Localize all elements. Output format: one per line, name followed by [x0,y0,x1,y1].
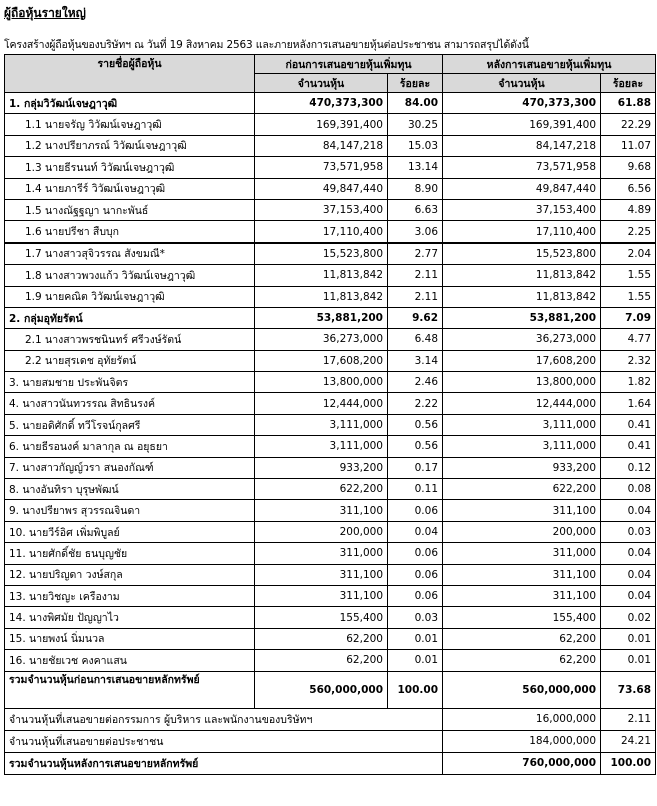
total-before-percent: 100.00 [388,671,443,708]
before-shares: 3,111,000 [255,414,388,435]
before-shares: 11,813,842 [255,286,388,307]
before-percent: 13.14 [388,157,443,178]
table-header [5,55,656,93]
after-shares: 155,400 [443,607,601,628]
after-percent: 0.04 [601,564,656,585]
before-percent: 0.06 [388,543,443,564]
after-percent: 0.41 [601,436,656,457]
after-shares: 49,847,440 [443,178,601,199]
intro-text: โครงสร้างผู้ถือหุ้นของบริษัทฯ ณ วันที่ 19 สิงหาคม 2563 และภายหลังการเสนอขายหุ้นต่อประชาชน สามารถสรุปได้ดังนี้ [4,39,529,51]
before-shares: 200,000 [255,521,388,542]
total-after-row [5,752,656,774]
page-title: ผู้ถือหุ้นรายใหญ่ [4,6,86,20]
before-shares: 311,100 [255,500,388,521]
before-percent: 2.22 [388,393,443,414]
table-row [5,457,656,478]
header-after-shares: จำนวนหุ้น [443,74,601,93]
after-percent: 0.04 [601,500,656,521]
after-shares: 15,523,800 [443,243,601,265]
before-shares: 169,391,400 [255,114,388,135]
after-percent: 22.29 [601,114,656,135]
before-percent: 0.06 [388,585,443,606]
before-shares: 12,444,000 [255,393,388,414]
total-before-row [5,671,656,708]
shareholder-name: 1.7 นางสาวสุจิวรรณ สังขมณี* [5,243,255,265]
total-before-after-percent: 73.68 [601,671,656,708]
before-shares: 37,153,400 [255,199,388,220]
table-row [5,585,656,606]
before-percent: 2.46 [388,372,443,393]
header-before-percent: ร้อยละ [388,74,443,93]
before-shares: 470,373,300 [255,93,388,114]
after-shares: 11,813,842 [443,265,601,286]
after-shares: 13,800,000 [443,372,601,393]
after-shares: 12,444,000 [443,393,601,414]
before-shares: 62,200 [255,650,388,671]
after-shares: 169,391,400 [443,114,601,135]
before-shares: 17,608,200 [255,350,388,371]
shareholder-name: 1. กลุ่มวิวัฒน์เจษฎาวุฒิ [5,93,255,114]
note-employees-label: จำนวนหุ้นที่เสนอขายต่อกรรมการ ผู้บริหาร และพนักงานของบริษัทฯ [5,708,443,730]
after-percent: 0.12 [601,457,656,478]
header-after: หลังการเสนอขายหุ้นเพิ่มทุน [443,55,656,74]
before-shares: 933,200 [255,457,388,478]
total-after-label: รวมจำนวนหุ้นหลังการเสนอขายหลักทรัพย์ [5,752,443,774]
before-percent: 0.11 [388,479,443,500]
after-percent: 1.64 [601,393,656,414]
table-row [5,650,656,671]
table-row [5,243,656,265]
table-row [5,135,656,156]
table-row [5,564,656,585]
before-percent: 0.04 [388,521,443,542]
table-row [5,157,656,178]
after-shares: 62,200 [443,650,601,671]
after-shares: 84,147,218 [443,135,601,156]
before-percent: 2.11 [388,265,443,286]
table-row [5,178,656,199]
before-percent: 0.56 [388,436,443,457]
before-percent: 3.06 [388,221,443,243]
shareholder-name: 1.1 นายจรัญ วิวัฒน์เจษฎาวุฒิ [5,114,255,135]
total-before-label: รวมจำนวนหุ้นก่อนการเสนอขายหลักทรัพย์ [5,671,255,708]
after-percent: 9.68 [601,157,656,178]
after-shares: 37,153,400 [443,199,601,220]
table-footer [5,671,656,774]
after-shares: 933,200 [443,457,601,478]
shareholder-name: 13. นายวิชญะ เครืองาม [5,585,255,606]
after-percent: 1.55 [601,286,656,307]
after-shares: 311,100 [443,585,601,606]
before-percent: 0.03 [388,607,443,628]
total-after-shares: 760,000,000 [443,752,601,774]
before-percent: 84.00 [388,93,443,114]
after-shares: 3,111,000 [443,414,601,435]
before-shares: 84,147,218 [255,135,388,156]
shareholder-name: 6. นายธีรอนงค์ มาลากุล ณ อยุธยา [5,436,255,457]
before-percent: 0.06 [388,564,443,585]
after-percent: 4.77 [601,329,656,350]
table-row [5,199,656,220]
before-percent: 3.14 [388,350,443,371]
before-percent: 0.01 [388,650,443,671]
after-percent: 1.82 [601,372,656,393]
note-row-employees [5,708,656,730]
table-row [5,114,656,135]
shareholder-name: 7. นางสาวกัญญ์วรา สนองกัณฑ์ [5,457,255,478]
shareholder-name: 12. นายปริญดา วงษ์สกุล [5,564,255,585]
shareholder-name: 8. นางอันทิรา บุรุษพัฒน์ [5,479,255,500]
after-percent: 0.04 [601,585,656,606]
note-employees-shares: 16,000,000 [443,708,601,730]
after-shares: 73,571,958 [443,157,601,178]
shareholder-name: 15. นายพงน์ นิ่มนวล [5,628,255,649]
table-row [5,221,656,243]
table-row [5,543,656,564]
after-shares: 311,000 [443,543,601,564]
shareholder-name: 16. นายชัยเวช คงคาแสน [5,650,255,671]
after-shares: 311,100 [443,500,601,521]
after-percent: 6.56 [601,178,656,199]
before-percent: 0.06 [388,500,443,521]
before-shares: 3,111,000 [255,436,388,457]
after-percent: 1.55 [601,265,656,286]
after-percent: 0.08 [601,479,656,500]
note-employees-percent: 2.11 [601,708,656,730]
shareholder-name: 3. นายสมชาย ประพันจิตร [5,372,255,393]
before-shares: 155,400 [255,607,388,628]
shareholder-name: 4. นางสาวนันทวรรณ สิทธินรงค์ [5,393,255,414]
shareholder-name: 9. นางปรียาพร สุวรรณจินดา [5,500,255,521]
after-percent: 4.89 [601,199,656,220]
before-shares: 17,110,400 [255,221,388,243]
after-shares: 311,100 [443,564,601,585]
table-row [5,372,656,393]
after-percent: 7.09 [601,307,656,328]
shareholder-name: 1.3 นายธีรนนท์ วิวัฒน์เจษฎาวุฒิ [5,157,255,178]
before-percent: 0.17 [388,457,443,478]
before-shares: 11,813,842 [255,265,388,286]
shareholder-name: 1.4 นายภารีร์ วิวัฒน์เจษฎาวุฒิ [5,178,255,199]
note-public-percent: 24.21 [601,730,656,752]
table-row [5,350,656,371]
before-shares: 311,100 [255,585,388,606]
before-percent: 6.48 [388,329,443,350]
table-row [5,521,656,542]
shareholder-name: 10. นายวีร์อิศ เพิ่มพิบูลย์ [5,521,255,542]
before-percent: 15.03 [388,135,443,156]
header-name: รายชื่อผู้ถือหุ้น [5,55,255,93]
before-percent: 6.63 [388,199,443,220]
after-shares: 17,608,200 [443,350,601,371]
before-percent: 0.01 [388,628,443,649]
after-percent: 0.03 [601,521,656,542]
shareholder-name: 2.1 นางสาวพรชนินทร์ ศรีวงษ์รัตน์ [5,329,255,350]
before-percent: 8.90 [388,178,443,199]
before-shares: 36,273,000 [255,329,388,350]
header-before-shares: จำนวนหุ้น [255,74,388,93]
after-shares: 62,200 [443,628,601,649]
before-shares: 311,100 [255,564,388,585]
after-shares: 470,373,300 [443,93,601,114]
shareholder-name: 1.2 นางปรียาภรณ์ วิวัฒน์เจษฎาวุฒิ [5,135,255,156]
before-percent: 0.56 [388,414,443,435]
before-shares: 49,847,440 [255,178,388,199]
table-row [5,414,656,435]
table-row [5,265,656,286]
after-percent: 0.01 [601,628,656,649]
after-shares: 622,200 [443,479,601,500]
before-shares: 62,200 [255,628,388,649]
table-row [5,500,656,521]
shareholder-name: 1.9 นายคณิต วิวัฒน์เจษฎาวุฒิ [5,286,255,307]
before-percent: 2.77 [388,243,443,265]
shareholder-name: 1.5 นางณัฐฐญา นากะพันธ์ [5,199,255,220]
shareholder-name: 1.8 นางสาวพวงแก้ว วิวัฒน์เจษฎาวุฒิ [5,265,255,286]
table-row [5,393,656,414]
after-shares: 53,881,200 [443,307,601,328]
table-row [5,628,656,649]
table-row [5,307,656,328]
after-shares: 36,273,000 [443,329,601,350]
shareholder-name: 5. นายอดิศักดิ์ ทวีโรจน์กุลศรี [5,414,255,435]
shareholder-name: 11. นายศักดิ์ชัย ธนบุญชัย [5,543,255,564]
shareholder-name: 1.6 นายปรีชา สืบบุก [5,221,255,243]
after-percent: 0.41 [601,414,656,435]
before-percent: 9.62 [388,307,443,328]
after-shares: 200,000 [443,521,601,542]
before-shares: 311,000 [255,543,388,564]
total-after-percent: 100.00 [601,752,656,774]
after-percent: 0.01 [601,650,656,671]
shareholder-table [4,54,656,775]
shareholder-name: 2.2 นายสุรเดช อุทัยรัตน์ [5,350,255,371]
table-row [5,479,656,500]
after-percent: 0.02 [601,607,656,628]
after-shares: 3,111,000 [443,436,601,457]
after-percent: 11.07 [601,135,656,156]
after-percent: 2.04 [601,243,656,265]
before-shares: 15,523,800 [255,243,388,265]
note-public-shares: 184,000,000 [443,730,601,752]
total-before-after-shares: 560,000,000 [443,671,601,708]
header-before: ก่อนการเสนอขายหุ้นเพิ่มทุน [255,55,443,74]
after-percent: 2.32 [601,350,656,371]
before-shares: 13,800,000 [255,372,388,393]
table-row [5,329,656,350]
header-after-percent: ร้อยละ [601,74,656,93]
before-shares: 53,881,200 [255,307,388,328]
shareholder-name: 14. นางพิศมัย ปัญญาไว [5,607,255,628]
before-percent: 30.25 [388,114,443,135]
table-row [5,93,656,114]
table-row [5,286,656,307]
before-percent: 2.11 [388,286,443,307]
total-before-shares: 560,000,000 [255,671,388,708]
table-row [5,607,656,628]
after-percent: 61.88 [601,93,656,114]
note-row-public [5,730,656,752]
after-percent: 0.04 [601,543,656,564]
before-shares: 622,200 [255,479,388,500]
note-public-label: จำนวนหุ้นที่เสนอขายต่อประชาชน [5,730,443,752]
after-shares: 11,813,842 [443,286,601,307]
table-row [5,436,656,457]
table-body [5,93,656,672]
before-shares: 73,571,958 [255,157,388,178]
after-shares: 17,110,400 [443,221,601,243]
after-percent: 2.25 [601,221,656,243]
shareholder-name: 2. กลุ่มอุทัยรัตน์ [5,307,255,328]
